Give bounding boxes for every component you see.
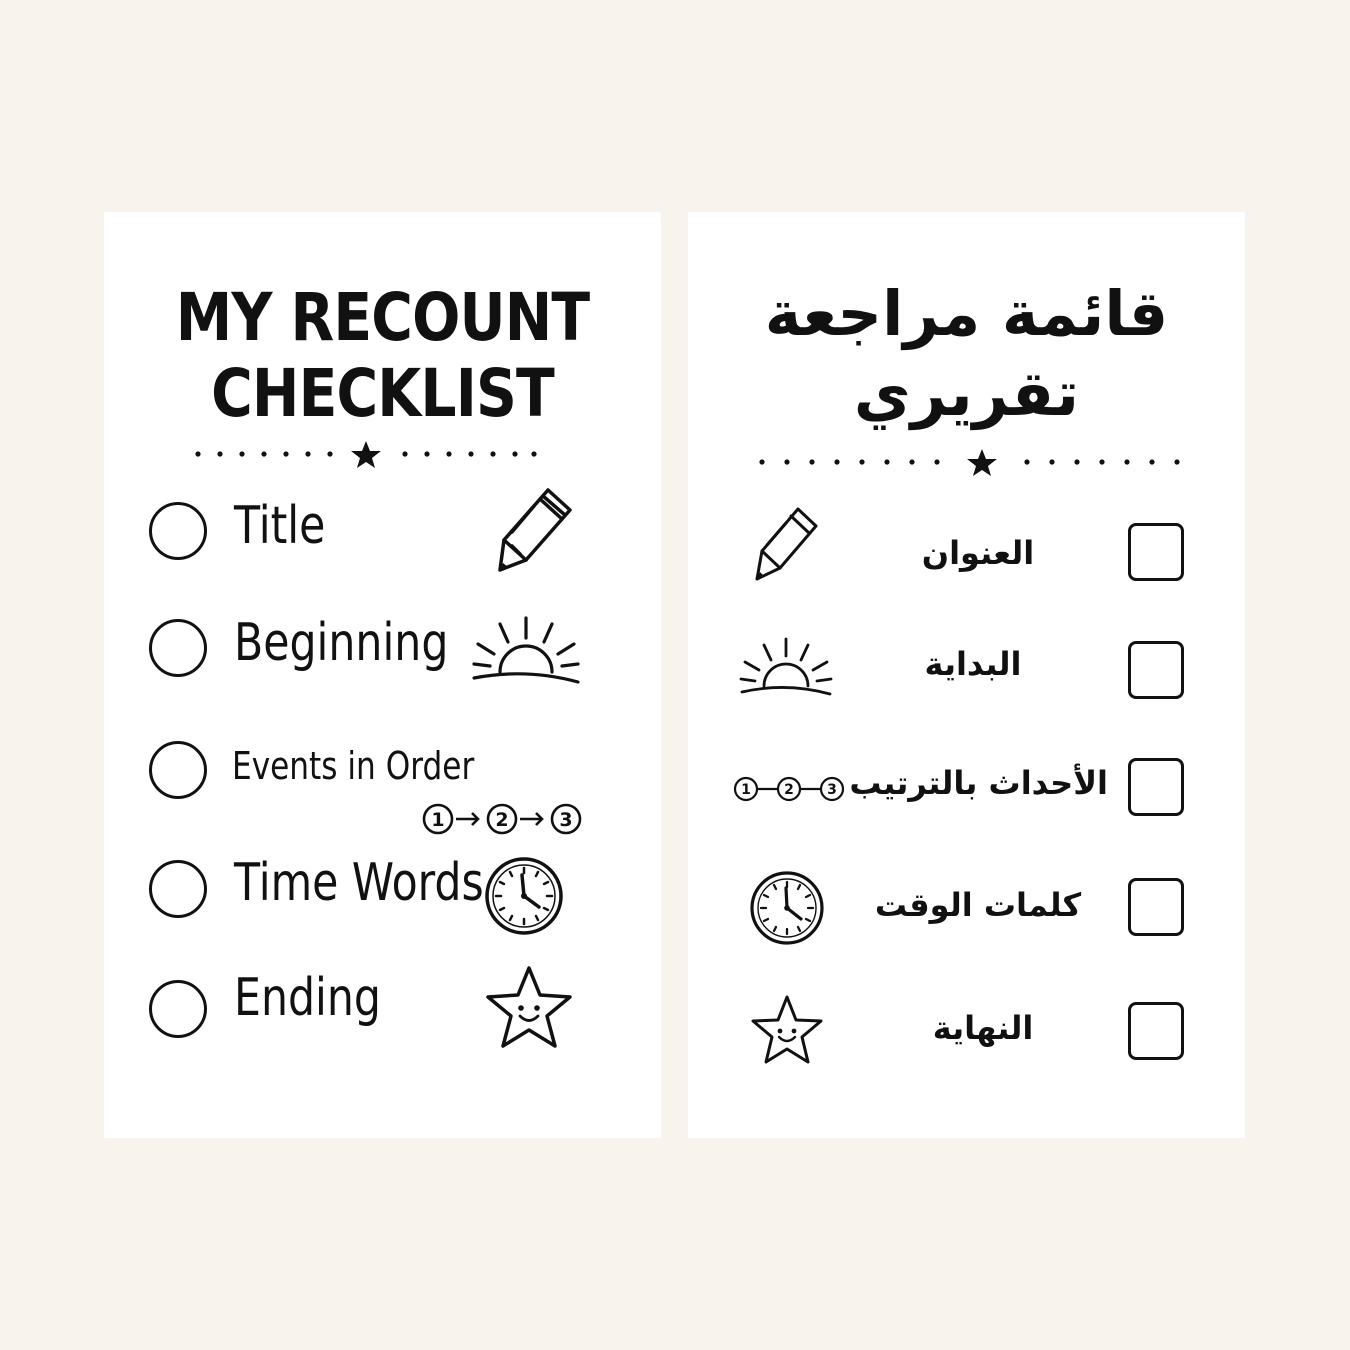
item-label-events-in-order-ar: الأحداث بالترتيب [849,764,1108,802]
checkbox-square-beginning[interactable] [1128,641,1184,699]
sequence-step-2: 2 [495,809,509,831]
checkbox-square-time-words[interactable] [1128,878,1184,936]
sequence-step-1: 1 [431,809,445,831]
checkbox-circle-ending[interactable] [149,980,207,1038]
divider-star-icon [351,441,381,468]
arabic-title-line1: قائمة مراجعة [764,277,1169,350]
divider-star-icon [967,449,997,476]
item-label-time-words: Time Words [234,853,484,913]
item-label-beginning-ar: البداية [924,645,1022,683]
checkbox-circle-title[interactable] [149,502,207,560]
checkbox-circle-time-words[interactable] [149,860,207,918]
sequence-step-3: 3 [559,809,573,831]
sequence-step-3: 3 [827,782,837,798]
sunrise-icon [738,634,834,698]
sequence-step-1: 1 [741,782,751,798]
item-label-events-in-order: Events in Order [232,744,475,788]
checkbox-square-ending[interactable] [1128,1002,1184,1060]
checkbox-square-events-in-order[interactable] [1128,758,1184,816]
item-label-title: Title [234,496,326,556]
checkbox-circle-events-in-order[interactable] [149,741,207,799]
arabic-title [688,274,1245,434]
clock-icon [748,869,826,947]
smiling-star-icon [750,994,824,1066]
item-label-ending-ar: النهاية [932,1009,1034,1047]
checkbox-square-title[interactable] [1128,523,1184,581]
english-title-line1: MY RECOUNT [175,279,590,356]
sequence-step-2: 2 [784,782,794,798]
checkbox-circle-beginning[interactable] [149,619,207,677]
sunrise-icon [470,612,582,686]
english-title [143,280,622,432]
dotted-star-divider [192,440,537,470]
item-label-ending: Ending [234,968,381,1028]
clock-icon [483,855,565,937]
pencil-icon [754,504,820,584]
english-title-line2: CHECKLIST [211,355,554,432]
item-label-time-words-ar: كلمات الوقت [874,886,1082,924]
sequence-icon [732,774,848,804]
arabic-title-line2: تقريري [853,357,1080,430]
item-label-beginning: Beginning [234,613,449,673]
arabic-checklist-card [688,212,1245,1138]
dotted-star-divider [756,448,1186,478]
sequence-icon [420,800,588,838]
item-label-title-ar: العنوان [921,534,1035,572]
smiling-star-icon [484,964,574,1052]
pencil-icon [496,484,576,576]
english-checklist-card [104,212,661,1138]
